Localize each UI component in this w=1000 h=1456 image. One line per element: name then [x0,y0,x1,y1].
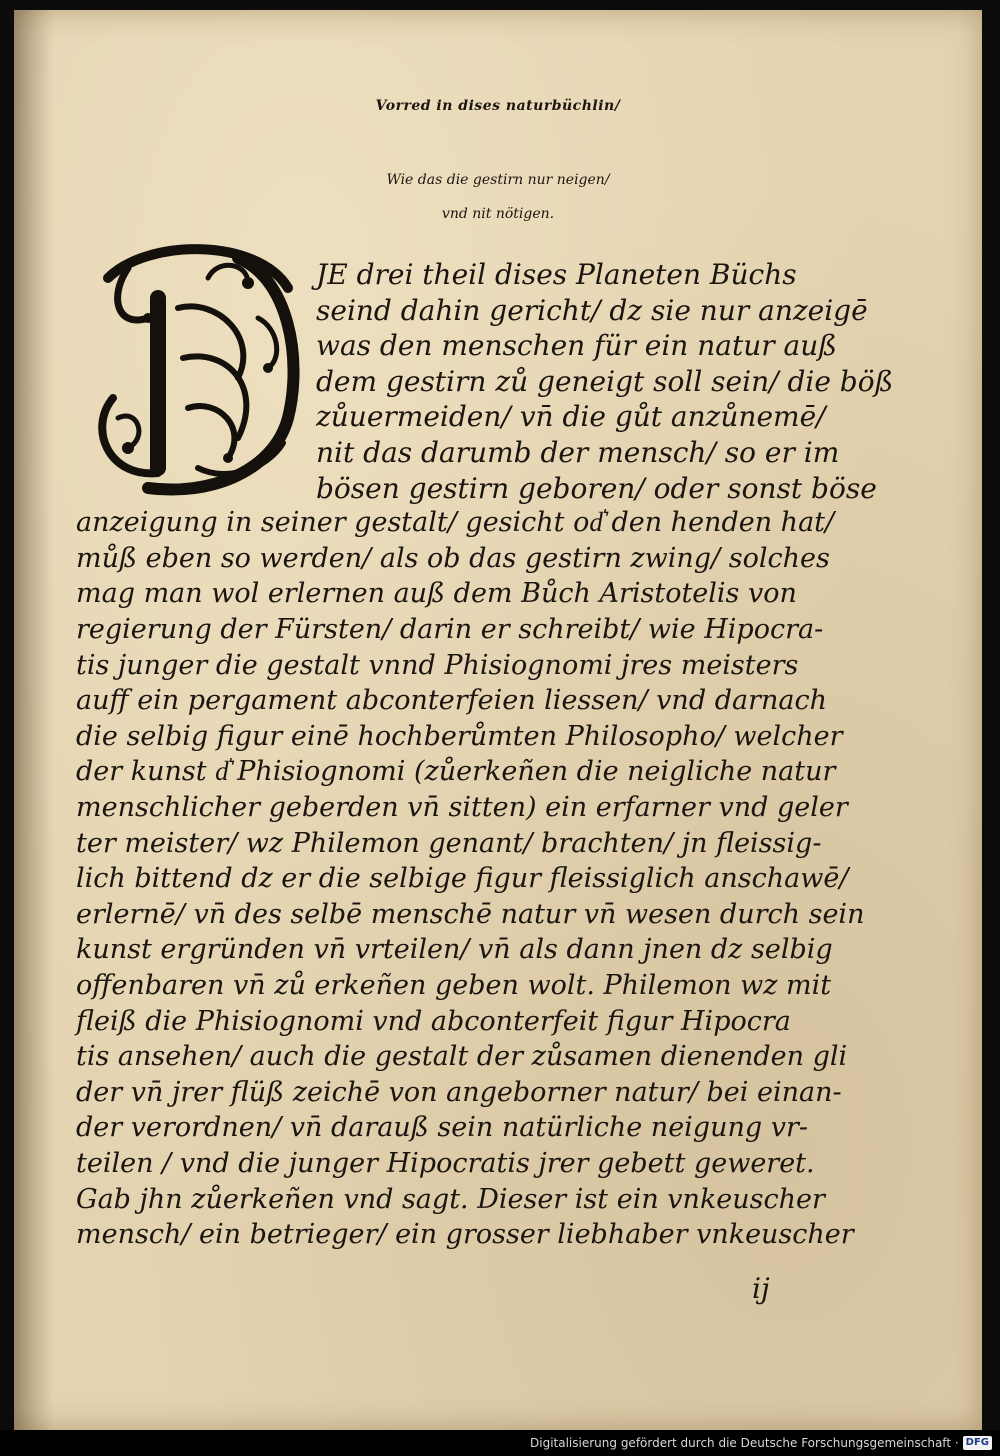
text-line: anzeigung in seiner gestalt/ gesicht od͛ den henden hat/ [76,507,835,539]
text-line: tis junger die gestalt vnnd Phisiognomi jres meisters [76,649,799,681]
footer-bar [0,1430,1000,1456]
dfg-logo-icon: DFG [963,1436,992,1450]
footer-credit: Digitalisierung gefördert durch die Deutsche Forschungsgemeinschaft · [530,1436,959,1450]
text-line: seind dahin gericht/ dz sie nur anzeigē [316,293,868,327]
text-line: ter meister/ wz Philemon genant/ brachten/ jn fleissig- [76,827,822,859]
text-line: der kunst d͛ Phisiognomi (zůerkeñen die neigliche natur [76,756,836,788]
text-line: der verordnen/ vn̄ darauß sein natürliche neigung vr- [76,1112,809,1144]
text-line: auff ein pergament abconterfeien liessen/ vnd darnach [76,685,827,717]
page-number: ij [752,1272,770,1305]
text-line: regierung der Fürsten/ darin er schreibt/ wie Hipocra- [76,614,824,645]
book-page [14,10,982,1430]
text-line: teilen / vnd die junger Hipocratis jrer gebett geweret. [76,1148,815,1179]
chapter-subtitle-line-2: vnd nit nötigen. [441,206,555,222]
text-line: kunst ergründen vn̄ vrteilen/ vn̄ als dann jnen dz selbig [76,934,833,966]
text-line: Gab jhn zůerkeñen vnd sagt. Dieser ist ein vnkeuscher [76,1183,825,1215]
text-line: dem gestirn zů geneigt soll sein/ die böß [316,364,894,398]
text-line: die selbig figur einē hochberůmten Philosopho/ welcher [76,720,843,752]
text-line: nit das darumb der mensch/ so er im [316,436,840,469]
text-line: was den menschen für ein natur auß [316,329,837,363]
text-line: erlernē/ vn̄ des selbē menschē natur vn̄ wesen durch sein [76,898,865,930]
text-line: mag man wol erlernen auß dem Bůch Aristotelis von [76,578,797,610]
text-line: můß eben so werden/ als ob das gestirn zwing/ solches [76,542,830,574]
page-gutter-shadow [14,10,54,1430]
text-line: der vn̄ jrer flüß zeichē von angeborner natur/ bei einan- [76,1076,842,1108]
text-line: JE drei theil dises Planeten Büchs [316,258,797,291]
chapter-title: Vorred in dises naturbüchlin/ [375,98,621,114]
text-line: lich bittend dz er die selbige figur fleissiglich anschawē/ [76,863,849,895]
text-line: menschlicher geberden vn̄ sitten) ein erfarner vnd geler [76,792,848,823]
chapter-subtitle-line-1: Wie das die gestirn nur neigen/ [386,172,610,188]
text-line: zůuermeiden/ vn̄ die gůt anzůnemē/ [316,400,826,434]
text-line: bösen gestirn geboren/ oder sonst böse [316,471,877,505]
text-line: tis ansehen/ auch die gestalt der zůsamen dienenden gli [76,1041,848,1073]
decorated-initial-d-icon [88,238,310,500]
text-line: fleiß die Phisiognomi vnd abconterfeit figur Hipocra [76,1005,791,1037]
text-line: mensch/ ein betrieger/ ein grosser liebhaber vnkeuscher [76,1219,854,1251]
text-line: offenbaren vn̄ zů erkeñen geben wolt. Philemon wz mit [76,970,832,1001]
